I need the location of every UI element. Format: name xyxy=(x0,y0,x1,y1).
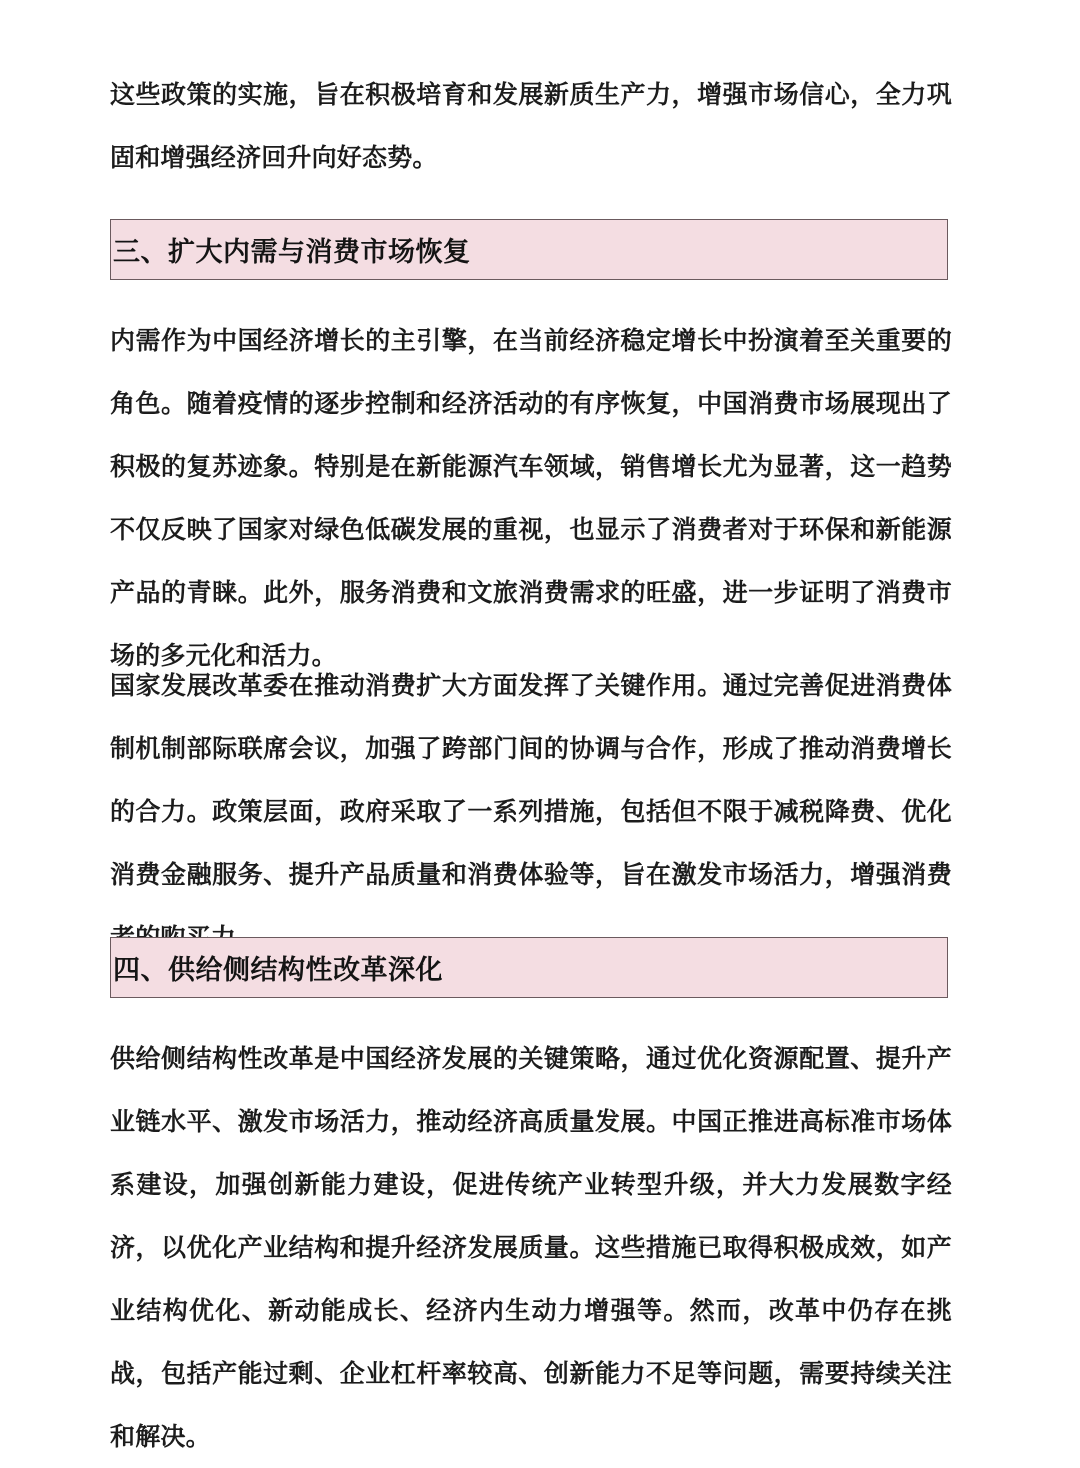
section-4-paragraph-1: 供给侧结构性改革是中国经济发展的关键策略，通过优化资源配置、提升产业链水平、激发市场活力，推动经济高质量发展。中国正推进高标准市场体系建设，加强创新能力建设，促进传统产业转型升级，并大力发展数字经济，以优化产业结构和提升经济发展质量。这些措施已取得积极成效，如产业结构优化、新动能成长、经济内生动力增强等。然而，改革中仍存在挑战，包括产能过剩、企业杠杆率较高、创新能力不足等问题，需要持续关注和解决。 xyxy=(110,1044,952,1451)
section-4-heading-box xyxy=(110,937,948,998)
intro-paragraph: 这些政策的实施，旨在积极培育和发展新质生产力，增强市场信心，全力巩固和增强经济回升向好态势。 xyxy=(110,80,952,172)
section-4-heading: 四、供给侧结构性改革深化 xyxy=(113,955,443,986)
section-3-paragraph-2: 国家发展改革委在推动消费扩大方面发挥了关键作用。通过完善促进消费体制机制部际联席会议，加强了跨部门间的协调与合作，形成了推动消费增长的合力。政策层面，政府采取了一系列措施，包括但不限于减税降费、优化消费金融服务、提升产品质量和消费体验等，旨在激发市场活力，增强消费 xyxy=(110,671,952,889)
section-3-heading-box xyxy=(110,219,948,280)
section-3-heading: 三、扩大内需与消费市场恢复 xyxy=(113,237,471,268)
section-3-paragraph-1: 内需作为中国经济增长的主引擎，在当前经济稳定增长中扮演着至关重要的角色。随着疫情的逐步控制和经济活动的有序恢复，中国消费市场展现出了积极的复苏迹象。特别是在新能源汽车领域，销售增长尤为显著，这一趋势不仅反映了国家对绿色低碳发展的重视，也显示了消费者对于环保和新能源产品的青睐。此外，服务消费和文旅消费需求的旺盛，进一步证明了消费市场的多元化和活力。 xyxy=(110,326,952,670)
